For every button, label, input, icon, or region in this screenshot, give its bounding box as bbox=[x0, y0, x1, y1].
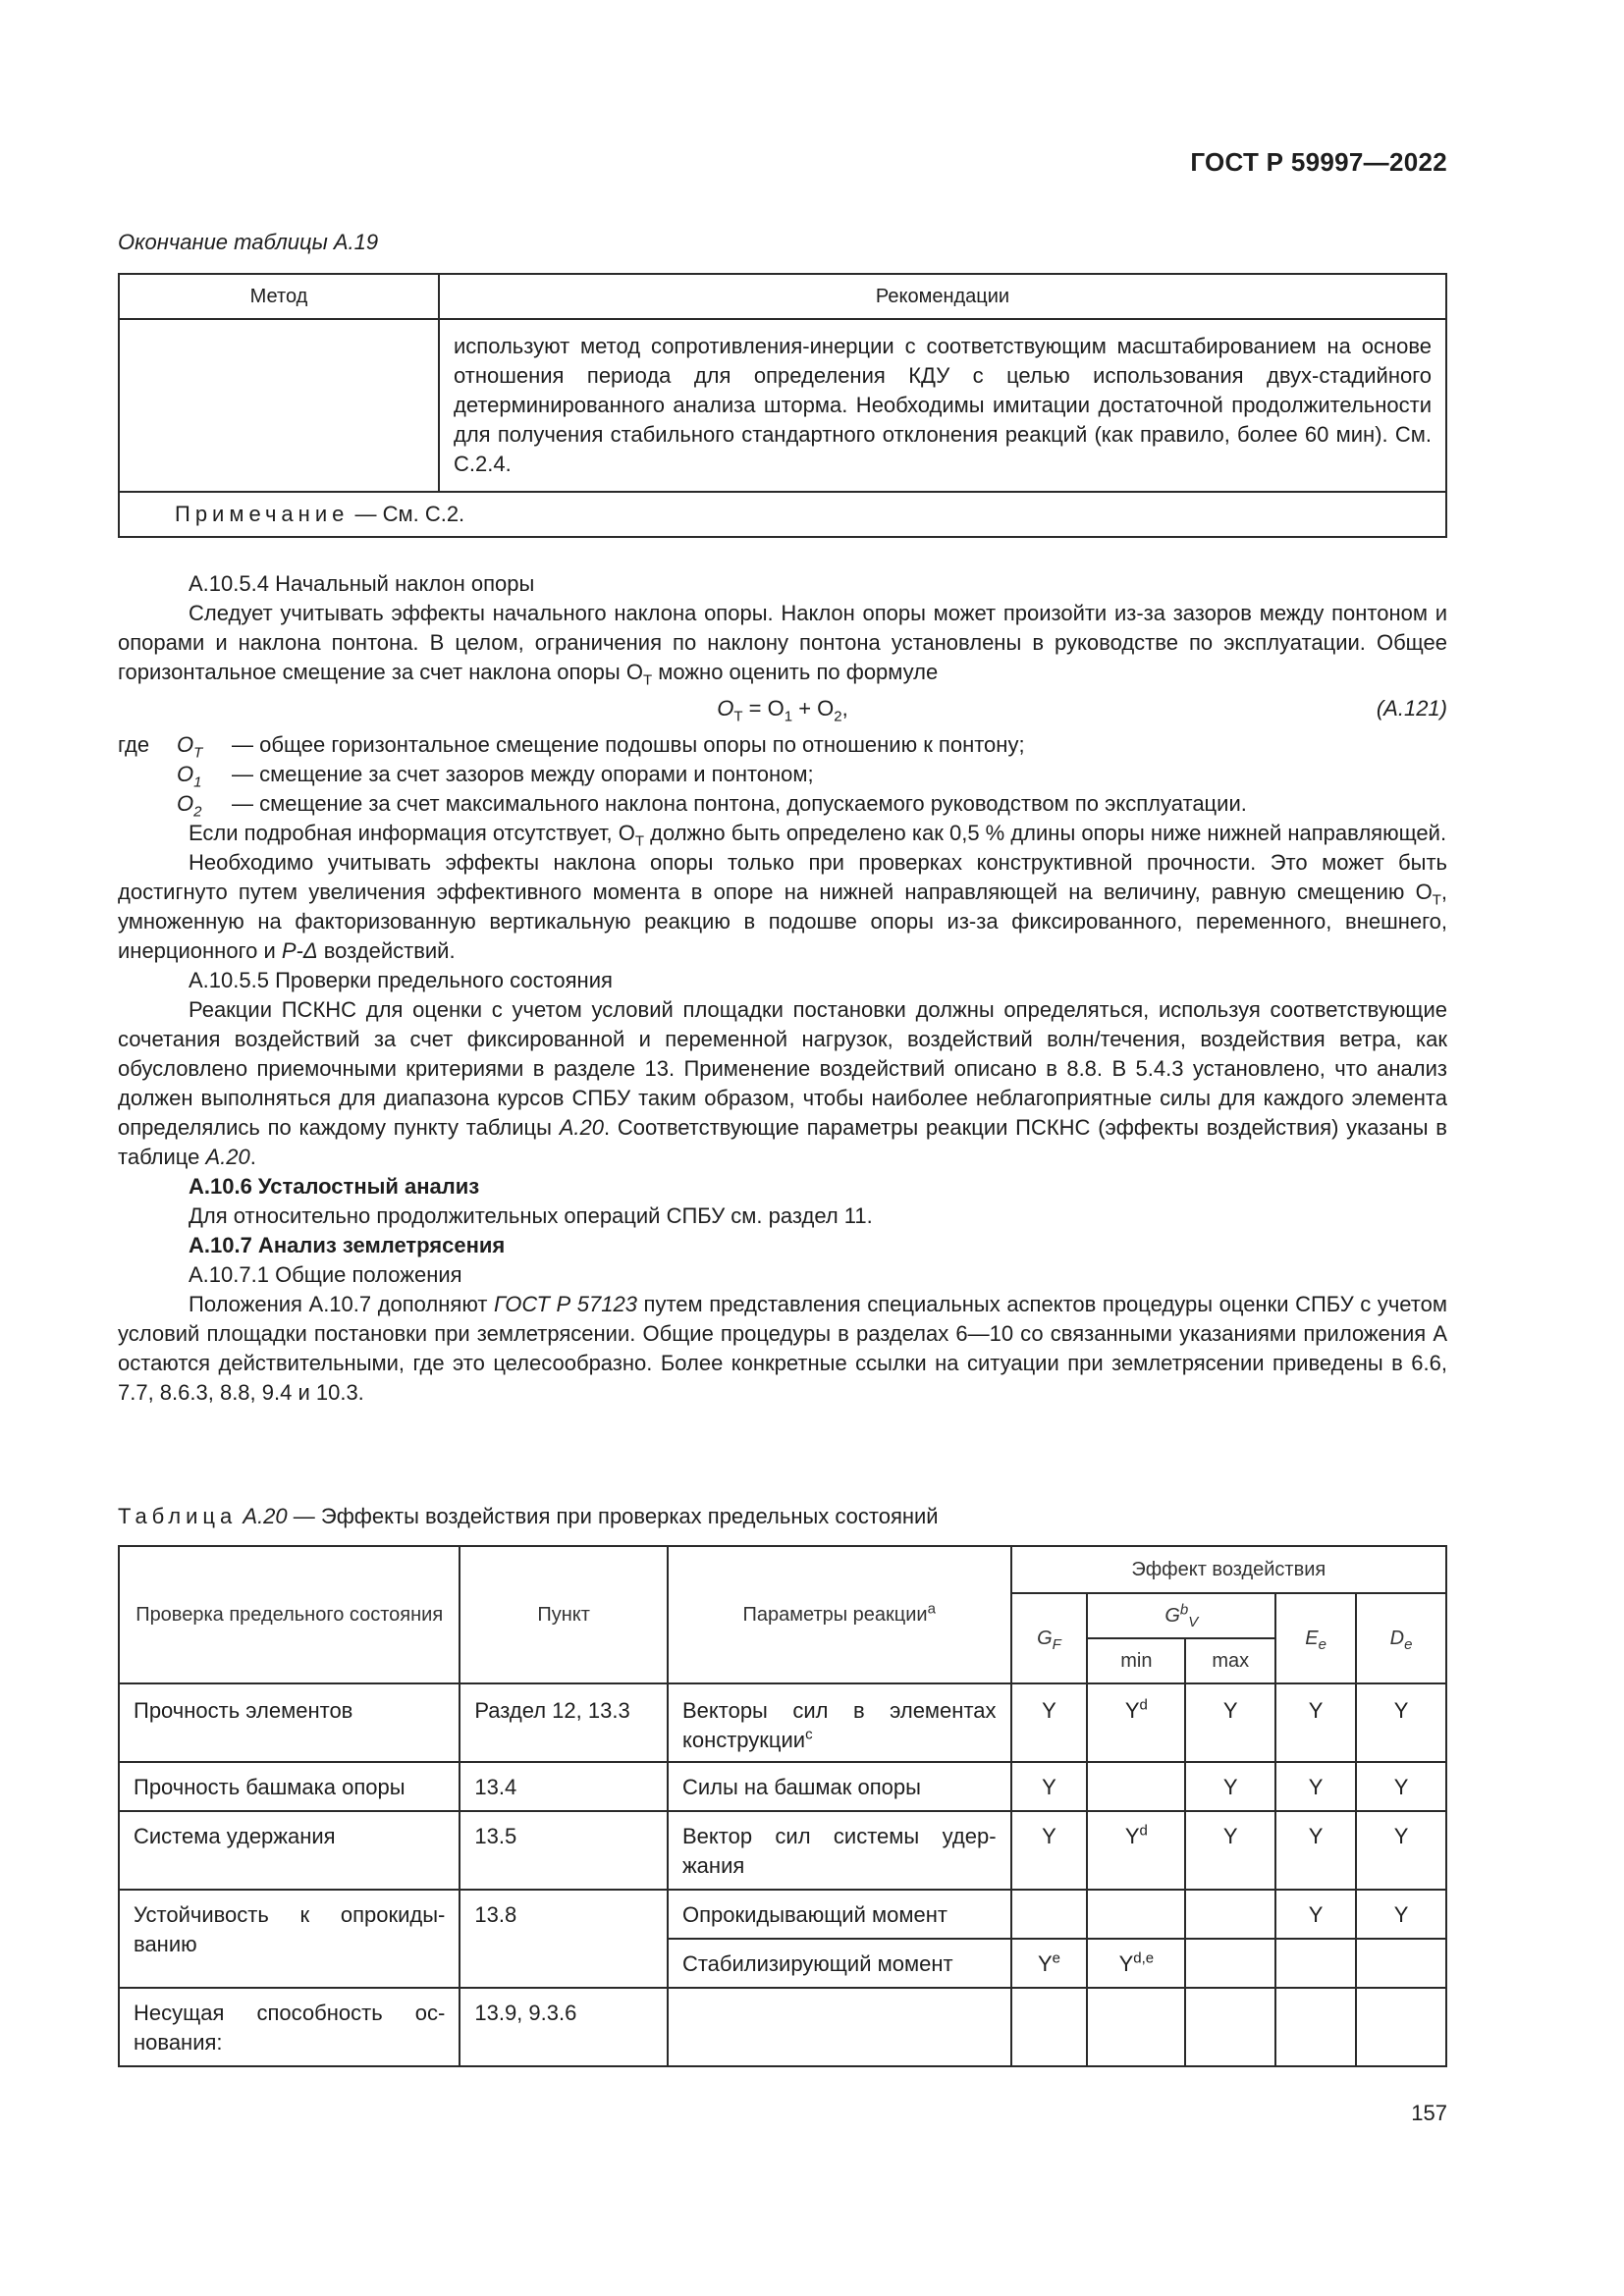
table-a20-caption: Таблица А.20 — Эффекты воздействия при проверках предельных состояний bbox=[118, 1504, 939, 1528]
formula-number: (А.121) bbox=[1376, 696, 1447, 721]
section-title: А.10.6 Усталостный анализ bbox=[189, 1174, 480, 1199]
table-header-row bbox=[119, 1546, 1446, 1593]
section-title: А.10.7.1 Общие положения bbox=[189, 1262, 462, 1287]
table-row: Несущая способность основания: 13.9, 9.3.6 bbox=[119, 1988, 1446, 2066]
definition-row: $O_1$ — смещение за счет зазоров между опорами и понтоном; bbox=[177, 762, 814, 791]
table-note-row bbox=[119, 492, 1446, 537]
column-header-gv: $G^b_V$ bbox=[1087, 1593, 1275, 1638]
paragraph: Для относительно продолжительных операций СПБУ см. раздел 11. bbox=[189, 1203, 873, 1228]
where-label: где bbox=[118, 732, 150, 757]
symbol-definitions bbox=[118, 730, 1447, 819]
table-a19-caption: Окончание таблицы А.19 bbox=[118, 230, 379, 254]
table-row: Прочность башмака опоры 13.4 Силы на башмак опоры Y Y Y Y bbox=[119, 1762, 1446, 1811]
table-a20 bbox=[118, 1545, 1447, 2067]
definition-row: $O_2$ — смещение за счет максимального наклона понтона, допускаемого руководством по эксплуатации. bbox=[177, 791, 1247, 821]
formula-expression: $O_T = O_1 + O_2$, bbox=[717, 696, 848, 725]
document-id: ГОСТ Р 59997—2022 bbox=[1190, 147, 1447, 177]
section-title: А.10.7 Анализ землетрясения bbox=[189, 1233, 506, 1257]
paragraph: Положения А.10.7 дополняют ГОСТ Р 57123 путем представления специальных аспектов процедуры оценки СПБУ с учетом условий площадки постановки при землетрясении. Общие процедуры в разделах 6—10 со связанными указаниями приложения А остаются действительными, где это целесообразно. Более конкретные ссылки на ситуации при землетрясении приведены в 6.6, 7.7, 8.6.3, 8.8, 9.4 и 10.3. bbox=[118, 1292, 1447, 1405]
column-header-max: max bbox=[1185, 1638, 1275, 1683]
page-number: 157 bbox=[1411, 2101, 1447, 2125]
column-header-params: Параметры реакции$^a$ bbox=[668, 1546, 1011, 1683]
paragraph: Необходимо учитывать эффекты наклона опоры только при проверках конструктивной прочности. Это может быть достигнуто путем увеличения эффективного момента в опоре на нижней направляющей на величину, равную смещению $O_T$, умноженную на факторизованную вертикальную реакцию в подошве опоры из-за фиксированного, переменного, внешнего, инерционного и P-Δ воздействий. bbox=[118, 850, 1447, 963]
note-text: — См. C.2. bbox=[354, 502, 465, 526]
column-header-gf: $G_F$ bbox=[1011, 1593, 1088, 1683]
note-label: Примечание bbox=[175, 502, 350, 526]
column-header-clause: Пункт bbox=[460, 1546, 668, 1683]
table-row: Устойчивость к опрокидыванию 13.8 Опрокидывающий момент Y Y bbox=[119, 1890, 1446, 1939]
paragraph: Реакции ПСКНС для оценки с учетом условий площадки постановки должны определяться, используя соответствующие сочетания воздействий за счет фиксированной и переменной нагрузок, воздействий волн/течения, воздействия ветра, как обусловлено приемочными критериями в разделе 13. Применение воздействий описано в 8.8. В 5.4.3 установлено, что анализ должен выполняться для диапазона курсов СПБУ таким образом, чтобы наиболее неблагоприятные силы для каждого элемента определялись по каждому пункту таблицы А.20. Соответствующие параметры реакции ПСКНС (эффекты воздействия) указаны в таблице А.20. bbox=[118, 997, 1447, 1169]
table-a19 bbox=[118, 273, 1447, 538]
table-row: Стабилизирующий момент $Y^e$ Y$^{d,e}$ bbox=[119, 1939, 1446, 1988]
column-header-recommendations: Рекомендации bbox=[439, 274, 1446, 319]
table-row: Система удержания 13.5 Вектор сил системы удержания Y $Y^d$ Y Y Y bbox=[119, 1811, 1446, 1890]
formula-a121 bbox=[118, 687, 1447, 730]
paragraph: Следует учитывать эффекты начального наклона опоры. Наклон опоры может произойти из-за зазоров между понтоном и опорами и наклона понтона. В целом, ограничения по наклону понтона установлены в руководстве по эксплуатации. Общее горизонтальное смещение за счет наклона опоры $O_T$ можно оценить по формуле bbox=[118, 601, 1447, 689]
section-title: А.10.5.5 Проверки предельного состояния bbox=[189, 968, 613, 992]
method-cell bbox=[119, 319, 439, 492]
body-text bbox=[118, 569, 1447, 1408]
column-header-ee: $E_e$ bbox=[1275, 1593, 1356, 1683]
column-header-method: Метод bbox=[119, 274, 439, 319]
table-row bbox=[119, 319, 1446, 492]
recommendation-cell: используют метод сопротивления-инерции с соответствующим масштабированием на основе отношения периода для определения КДУ с целью использования двух-стадийного детерминированного анализа шторма. Необходимы имитации достаточной продолжительности для получения стабильного стандартного отклонения реакций (как правило, более 60 мин). См. C.2.4. bbox=[439, 319, 1446, 492]
column-header-effect: Эффект воздействия bbox=[1011, 1546, 1446, 1593]
column-header-de: $D_e$ bbox=[1356, 1593, 1446, 1683]
column-header-check: Проверка предельного состояния bbox=[119, 1546, 460, 1683]
table-note bbox=[119, 492, 1446, 537]
table-row: Прочность элементов Раздел 12, 13.3 Векторы сил в элементах конструкции$^c$ Y $Y^d$ Y Y Y bbox=[119, 1683, 1446, 1762]
table-header-row bbox=[119, 274, 1446, 319]
definition-row: где $O_T$ — общее горизонтальное смещение подошвы опоры по отношению к понтону; bbox=[118, 732, 1025, 762]
paragraph: Если подробная информация отсутствует, $O_T$ должно быть определено как 0,5 % длины опоры ниже нижней направляющей. bbox=[189, 821, 1447, 850]
column-header-min: min bbox=[1087, 1638, 1185, 1683]
section-title: А.10.5.4 Начальный наклон опоры bbox=[189, 571, 535, 596]
